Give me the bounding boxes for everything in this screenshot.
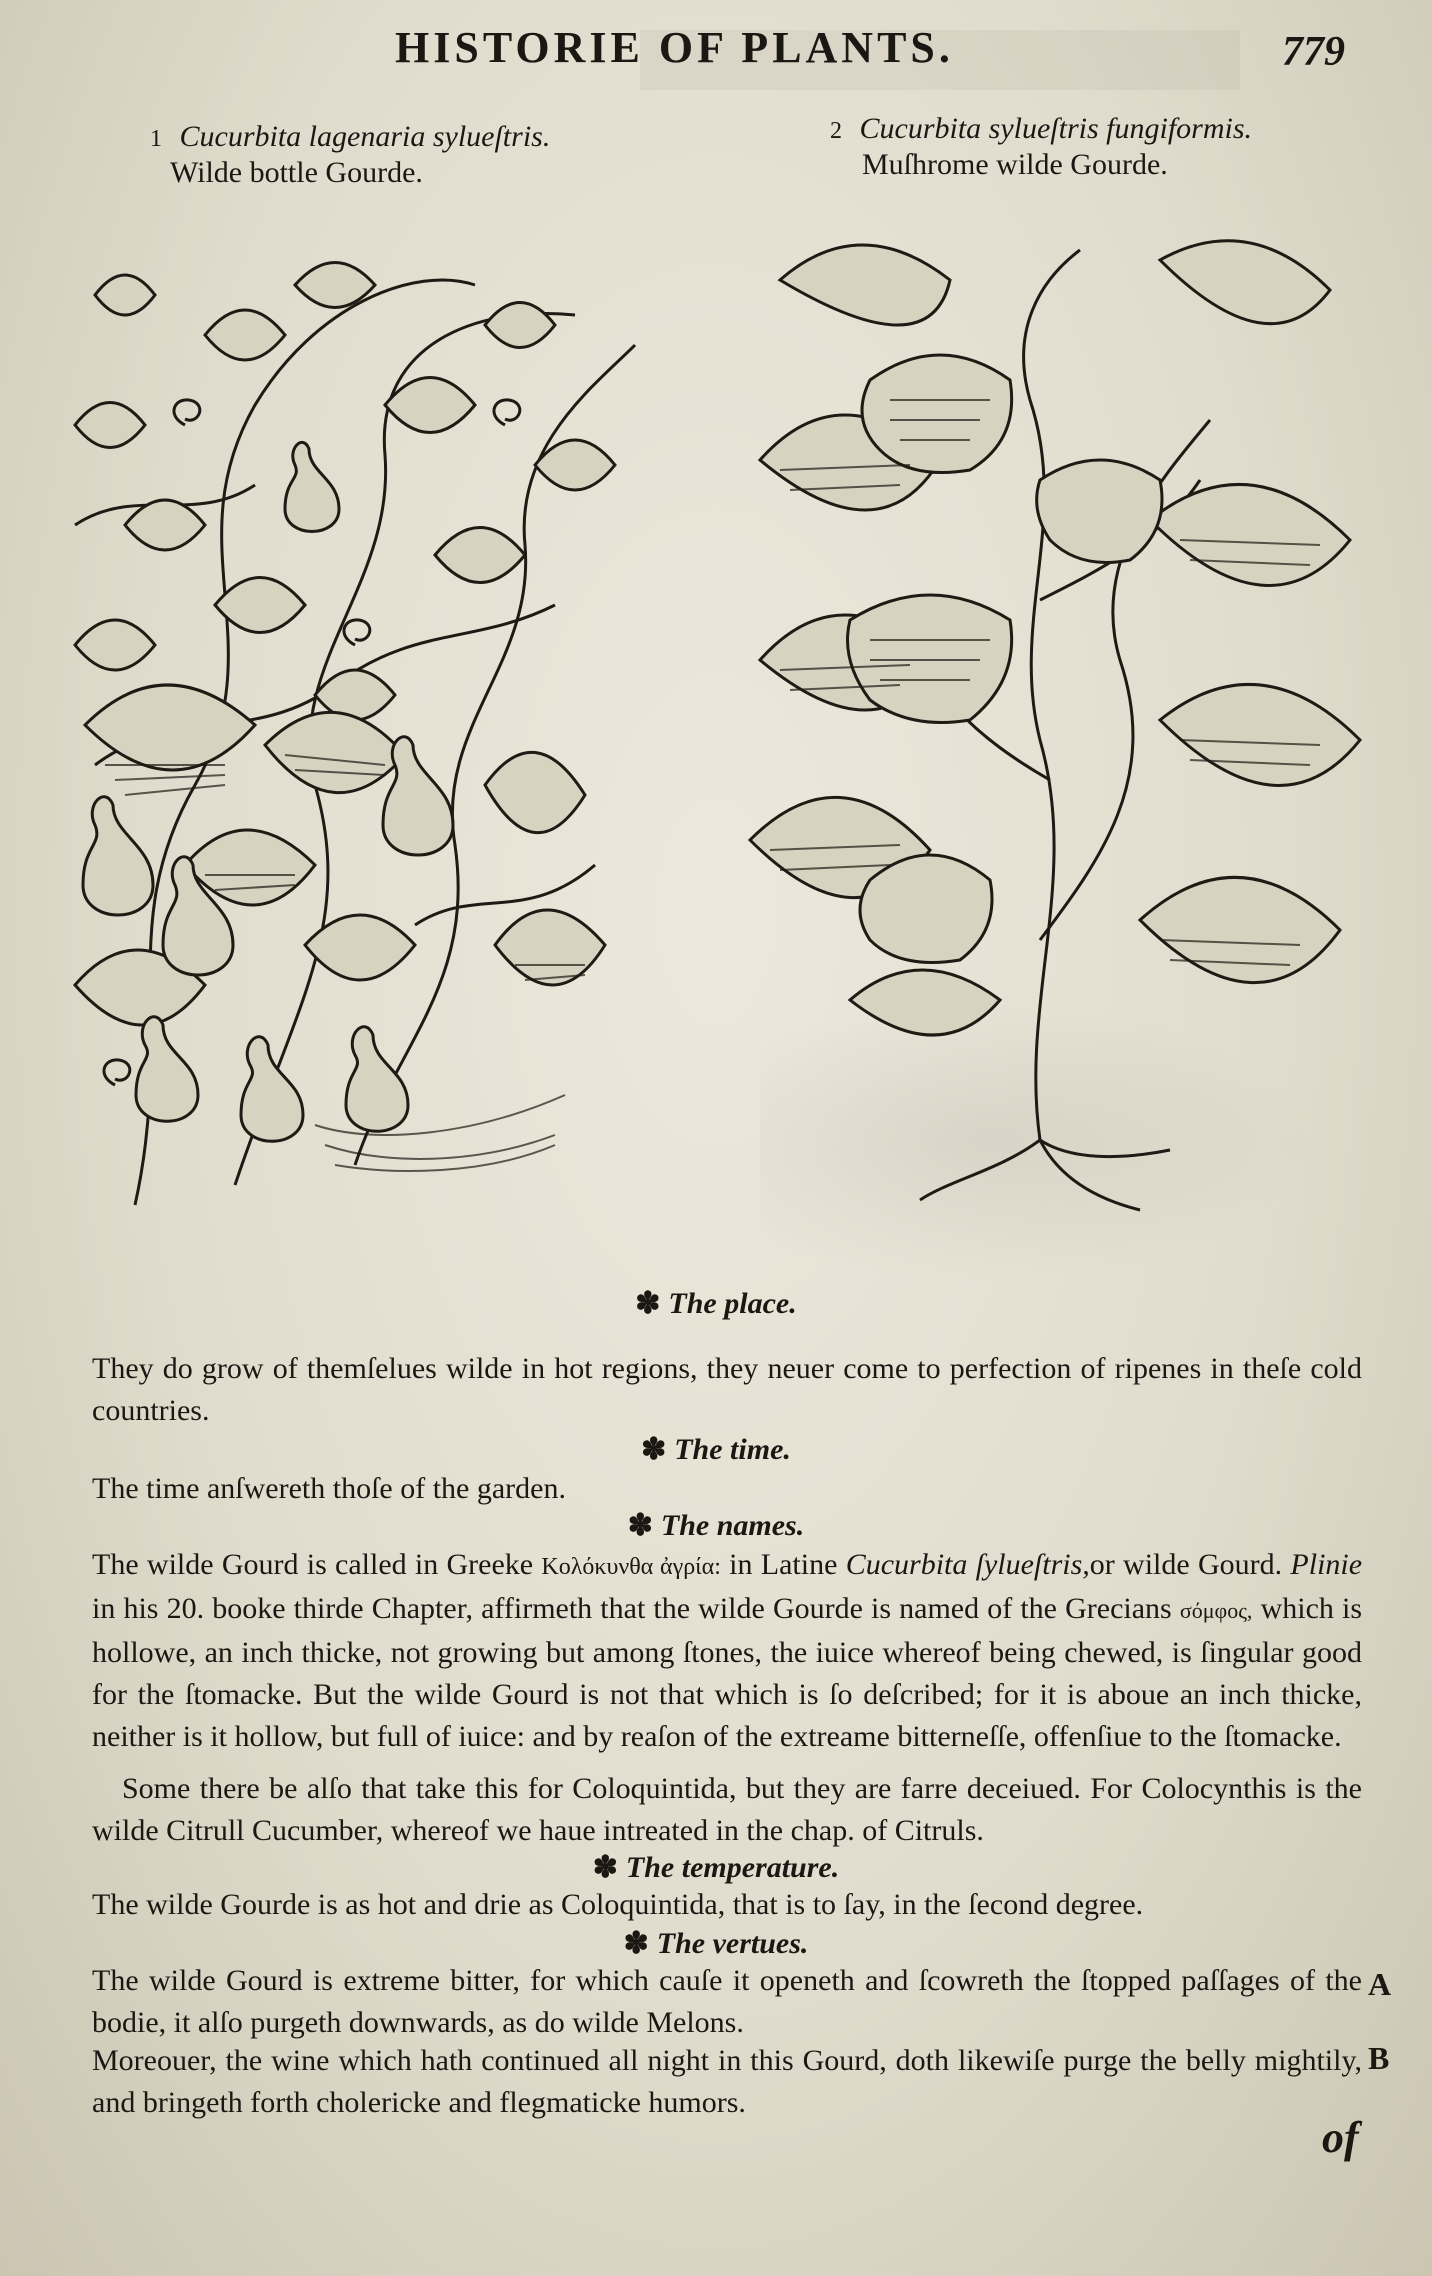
asterism-icon: ✽ [623, 1927, 649, 1960]
paragraph-time: The time anſwereth thoſe of the garden. [92, 1472, 566, 1505]
figure-1-english-name: Wilde bottle Gourde. [170, 156, 423, 189]
names-text-part-5: which is hollowe, an inch thicke, not growing but among ſtones, the iuice whereof being chewed, is ſingular good for the ſtomacke. But the wilde Gourd is not that which is ſo deſcribed; for it is aboue an inch thicke, neither is it hollow, but full of iuice: and by reaſon of the extreame bitterneſſe, offenſiue to the ſtomacke. [92, 1592, 1363, 1753]
asterism-icon: ✽ [635, 1287, 661, 1320]
greek-name-2: σόμφος, [1179, 1598, 1253, 1623]
section-heading-place [0, 1286, 1432, 1321]
place-heading-text: The place. [668, 1287, 797, 1320]
margin-letter-a: A [1368, 1966, 1392, 2002]
names-text-part-1: The wilde Gourd is called in Greeke [92, 1548, 534, 1581]
paragraph-vertue-b: Moreouer, the wine which hath continued all night in this Gourd, doth likewiſe purge the belly mightily, and bringeth forth cholericke and flegmaticke humors. [92, 2044, 1362, 2119]
woodcut-mushroom-gourd [740, 220, 1370, 1220]
section-heading-names [0, 1508, 1432, 1543]
paragraph-names [92, 1544, 1362, 1758]
paragraph-temperature: The wilde Gourde is as hot and drie as Coloquintida, that is to ſay, in the ſecond degree. [92, 1888, 1144, 1921]
greek-name: Κολόκυνθα ἀγρία: [541, 1554, 721, 1580]
latin-name: Cucurbita ſylueſtris, [845, 1548, 1090, 1581]
margin-letter-b: B [1368, 2040, 1390, 2076]
catchword: of [1322, 2113, 1359, 2162]
figure-2-number: 2 [830, 118, 842, 144]
figure-2-english-name: Muſhrome wilde Gourde. [862, 148, 1168, 181]
figure-1-caption [150, 120, 550, 190]
asterism-icon: ✽ [592, 1851, 618, 1884]
names-text-part-2: in Latine [729, 1548, 838, 1581]
paragraph-coloquintida: Some there be alſo that take this for Coloquintida, but they are farre deceiued. For Colocynthis is the wilde Citrull Cucumber, whereof we haue intreated in the chap. of Citruls. [92, 1772, 1362, 1847]
asterism-icon: ✽ [627, 1509, 653, 1542]
section-heading-time [0, 1432, 1432, 1467]
temperature-heading-text: The temperature. [625, 1851, 840, 1884]
figure-1-number: 1 [150, 126, 162, 152]
paragraph-place: They do grow of themſelues wilde in hot regions, they neuer come to perfection of ripenes in theſe cold countries. [92, 1352, 1362, 1427]
section-heading-vertues [0, 1926, 1432, 1961]
page-number: 779 [1282, 29, 1345, 75]
paragraph-vertue-a: The wilde Gourd is extreme bitter, for which cauſe it openeth and ſcowreth the ſtopped paſſages of the bodie, it alſo purgeth downwards, as do wilde Melons. [92, 1964, 1362, 2039]
figure-1-latin-name: Cucurbita lagenaria sylueſtris. [179, 120, 551, 153]
asterism-icon: ✽ [641, 1433, 667, 1466]
running-title: HISTORIE OF PLANTS. [395, 23, 954, 72]
section-heading-temperature [0, 1850, 1432, 1885]
vertues-heading-text: The vertues. [656, 1927, 809, 1960]
author-plinie: Plinie [1290, 1548, 1363, 1581]
woodcut-bottle-gourd [55, 225, 655, 1225]
figure-2-latin-name: Cucurbita sylueſtris fungiformis. [859, 112, 1253, 145]
time-heading-text: The time. [674, 1433, 791, 1466]
figure-2-caption [830, 112, 1252, 182]
names-text-part-4: in his 20. booke thirde Chapter, affirmeth that the wilde Gourde is named of the Grecians [92, 1592, 1172, 1625]
names-text-part-3: or wilde Gourd. [1089, 1548, 1283, 1581]
names-heading-text: The names. [660, 1509, 805, 1542]
